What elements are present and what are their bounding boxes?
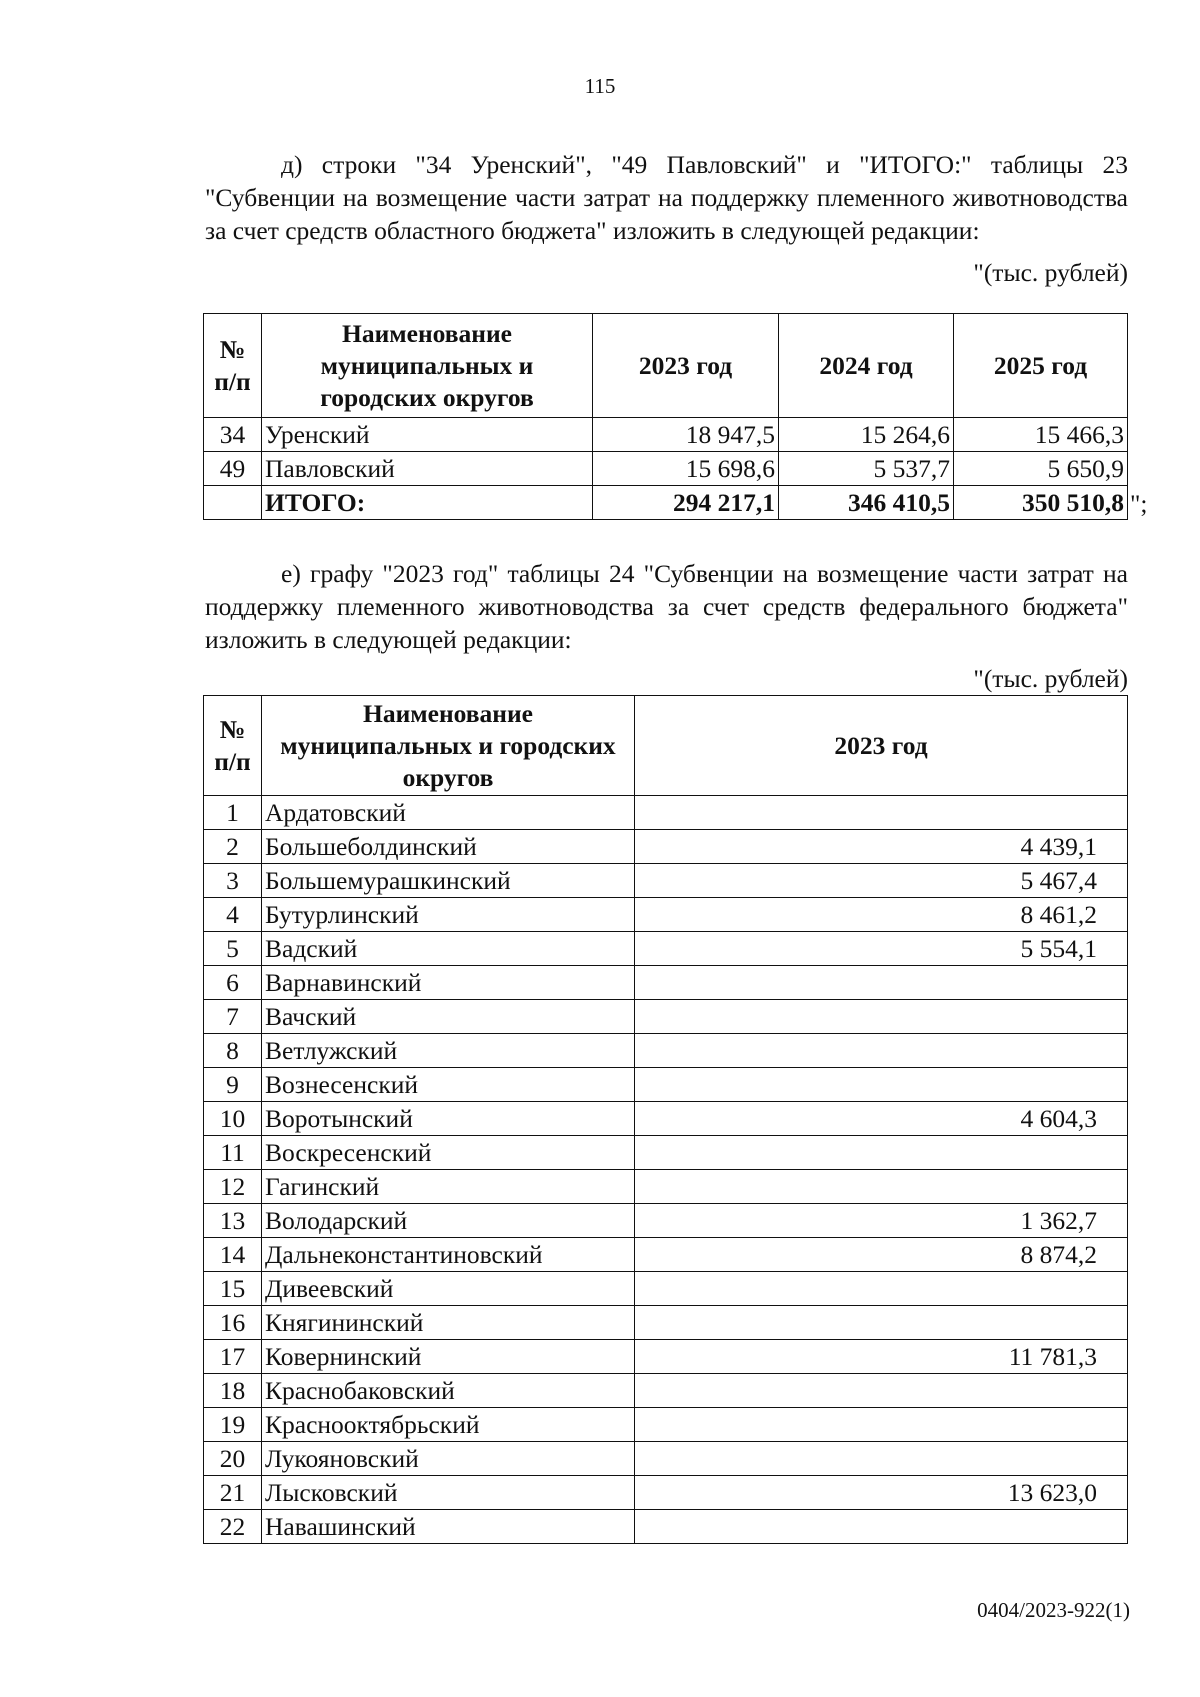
value-2023: 1 362,7 (635, 1204, 1128, 1238)
table-row (204, 1068, 1128, 1102)
total-2023: 294 217,1 (593, 486, 779, 520)
municipality-name: Большеболдинский (262, 830, 635, 864)
row-number: 19 (204, 1408, 262, 1442)
value-2023 (635, 1510, 1128, 1544)
table-row (204, 1340, 1128, 1374)
table-row (204, 966, 1128, 1000)
value-2024: 5 537,7 (779, 452, 954, 486)
section-e-paragraph: е) графу "2023 год" таблицы 24 "Субвенции на возмещение части затрат на поддержку племенного животноводства за счет средств федерального бюджета" изложить в следующей редакции: (205, 559, 1128, 654)
value-2023 (635, 1068, 1128, 1102)
total-row (204, 486, 1128, 520)
total-label: ИТОГО: (262, 486, 593, 520)
row-number: 1 (204, 796, 262, 830)
value-2025: 5 650,9 (954, 452, 1128, 486)
row-number: 15 (204, 1272, 262, 1306)
row-number: 7 (204, 1000, 262, 1034)
municipality-name: Ардатовский (262, 796, 635, 830)
table-row (204, 452, 1128, 486)
section-d-unit: "(тыс. рублей) (973, 258, 1128, 287)
municipality-name: Вачский (262, 1000, 635, 1034)
municipality-name: Варнавинский (262, 966, 635, 1000)
document-code: 0404/2023-922(1) (977, 1598, 1130, 1622)
header-2025: 2025 год (954, 314, 1128, 418)
table-row (204, 898, 1128, 932)
municipality-name: Лысковский (262, 1476, 635, 1510)
table-row (204, 1170, 1128, 1204)
header-num: № п/п (204, 314, 262, 418)
row-number: 4 (204, 898, 262, 932)
municipality-name: Вадский (262, 932, 635, 966)
table-row (204, 864, 1128, 898)
row-number: 18 (204, 1374, 262, 1408)
municipality-name: Бутурлинский (262, 898, 635, 932)
row-number: 22 (204, 1510, 262, 1544)
value-2023 (635, 966, 1128, 1000)
municipality-name: Лукояновский (262, 1442, 635, 1476)
value-2023: 11 781,3 (635, 1340, 1128, 1374)
value-2023: 4 439,1 (635, 830, 1128, 864)
row-number: 6 (204, 966, 262, 1000)
table-row (204, 1408, 1128, 1442)
header-2023: 2023 год (593, 314, 779, 418)
section-d-closing: "; (1130, 489, 1148, 518)
municipality-name: Воротынский (262, 1102, 635, 1136)
row-number: 3 (204, 864, 262, 898)
municipality-name: Воскресенский (262, 1136, 635, 1170)
table-row (204, 1102, 1128, 1136)
municipality-name: Дивеевский (262, 1272, 635, 1306)
table-row (204, 1442, 1128, 1476)
row-number: 49 (204, 452, 262, 486)
row-number: 11 (204, 1136, 262, 1170)
municipality-name: Ветлужский (262, 1034, 635, 1068)
value-2025: 15 466,3 (954, 418, 1128, 452)
municipality-name: Краснобаковский (262, 1374, 635, 1408)
row-number: 21 (204, 1476, 262, 1510)
table-row (204, 932, 1128, 966)
section-d-paragraph: д) строки "34 Уренский", "49 Павловский" и "ИТОГО:" таблицы 23 "Субвенции на возмещение части затрат на поддержку племенного животноводства за счет средств областного бюджета" изложить в следующей редакции: (205, 150, 1128, 245)
value-2023: 5 554,1 (635, 932, 1128, 966)
value-2023 (635, 1136, 1128, 1170)
header-num: № п/п (204, 696, 262, 796)
row-number: 34 (204, 418, 262, 452)
header-2023: 2023 год (635, 696, 1128, 796)
value-2024: 15 264,6 (779, 418, 954, 452)
total-2024: 346 410,5 (779, 486, 954, 520)
table-row (204, 418, 1128, 452)
value-2023: 4 604,3 (635, 1102, 1128, 1136)
municipality-name: Краснооктябрьский (262, 1408, 635, 1442)
municipality-name: Большемурашкинский (262, 864, 635, 898)
municipality-name: Дальнеконстантиновский (262, 1238, 635, 1272)
municipality-name: Павловский (262, 452, 593, 486)
row-number: 12 (204, 1170, 262, 1204)
total-empty-cell (204, 486, 262, 520)
value-2023 (635, 1034, 1128, 1068)
row-number: 16 (204, 1306, 262, 1340)
total-2025: 350 510,8 (954, 486, 1128, 520)
row-number: 13 (204, 1204, 262, 1238)
table-row (204, 1476, 1128, 1510)
section-e-unit: "(тыс. рублей) (973, 664, 1128, 693)
table-row (204, 1034, 1128, 1068)
value-2023: 5 467,4 (635, 864, 1128, 898)
value-2023 (635, 1000, 1128, 1034)
value-2023 (635, 1442, 1128, 1476)
value-2023: 18 947,5 (593, 418, 779, 452)
value-2023: 15 698,6 (593, 452, 779, 486)
municipality-name: Княгининский (262, 1306, 635, 1340)
table-24 (203, 695, 1128, 1544)
value-2023 (635, 1408, 1128, 1442)
value-2023 (635, 1272, 1128, 1306)
municipality-name: Вознесенский (262, 1068, 635, 1102)
table-row (204, 1306, 1128, 1340)
value-2023 (635, 1374, 1128, 1408)
row-number: 17 (204, 1340, 262, 1374)
header-name: Наименование муниципальных и городских округов (262, 696, 635, 796)
page-number: 115 (584, 74, 616, 98)
header-name: Наименование муниципальных и городских округов (262, 314, 593, 418)
table-row (204, 1136, 1128, 1170)
row-number: 14 (204, 1238, 262, 1272)
municipality-name: Навашинский (262, 1510, 635, 1544)
table-row (204, 1374, 1128, 1408)
table-23 (203, 313, 1128, 520)
table-row (204, 1272, 1128, 1306)
municipality-name: Ковернинский (262, 1340, 635, 1374)
row-number: 10 (204, 1102, 262, 1136)
value-2023 (635, 796, 1128, 830)
header-2024: 2024 год (779, 314, 954, 418)
municipality-name: Гагинский (262, 1170, 635, 1204)
municipality-name: Уренский (262, 418, 593, 452)
value-2023: 8 874,2 (635, 1238, 1128, 1272)
table-row (204, 796, 1128, 830)
row-number: 5 (204, 932, 262, 966)
value-2023: 13 623,0 (635, 1476, 1128, 1510)
row-number: 2 (204, 830, 262, 864)
table-row (204, 1510, 1128, 1544)
table-row (204, 1238, 1128, 1272)
table-row (204, 830, 1128, 864)
row-number: 20 (204, 1442, 262, 1476)
table-row (204, 1204, 1128, 1238)
value-2023: 8 461,2 (635, 898, 1128, 932)
value-2023 (635, 1306, 1128, 1340)
municipality-name: Володарский (262, 1204, 635, 1238)
row-number: 9 (204, 1068, 262, 1102)
table-row (204, 1000, 1128, 1034)
row-number: 8 (204, 1034, 262, 1068)
value-2023 (635, 1170, 1128, 1204)
